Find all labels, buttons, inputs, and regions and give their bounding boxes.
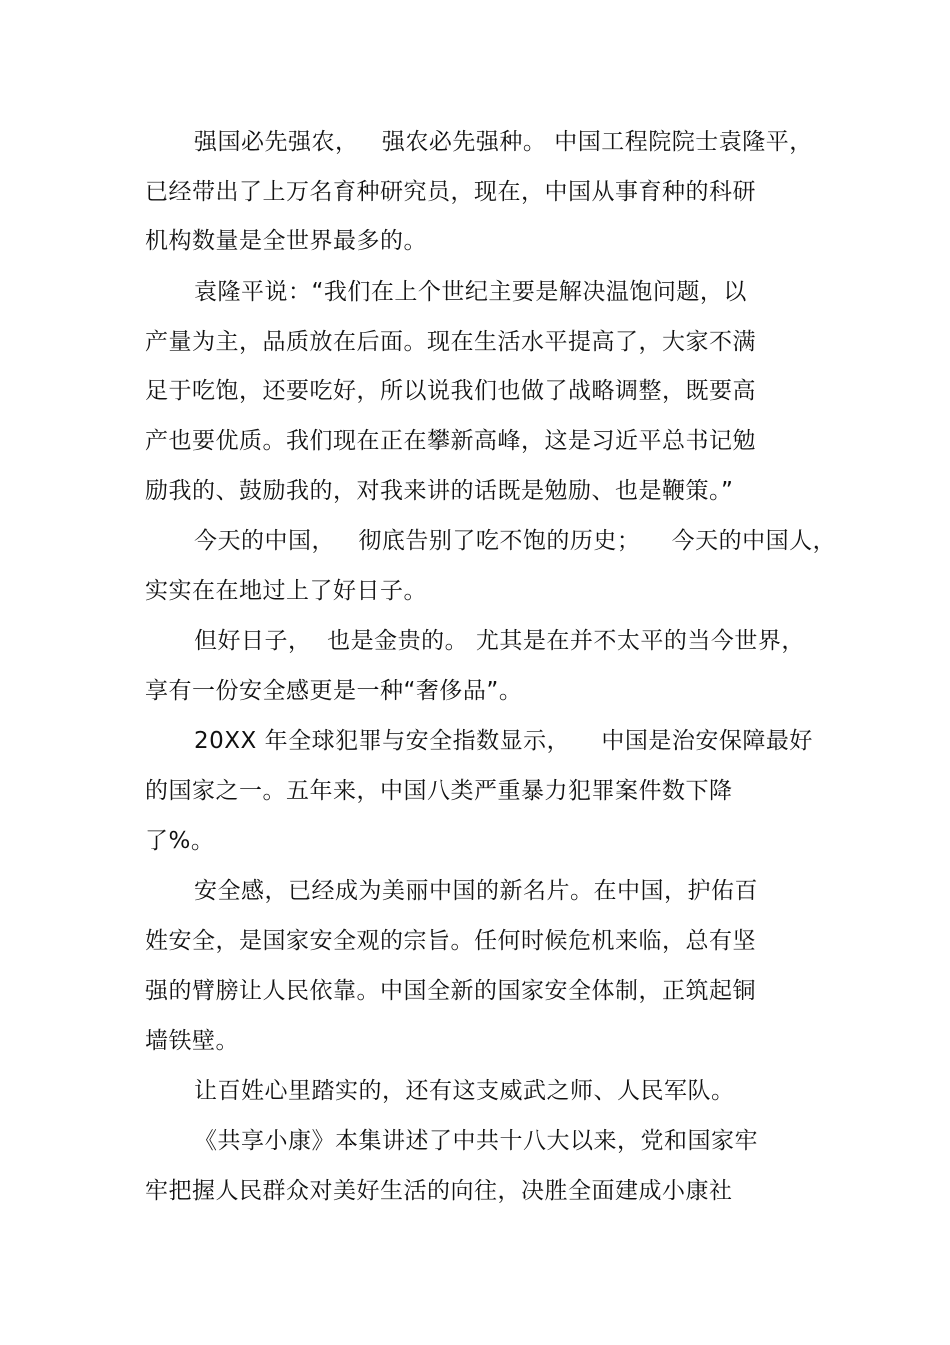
- text-line: 励我的、鼓励我的，对我来讲的话既是勉励、也是鞭策。”: [145, 478, 734, 504]
- text-line: 了%。: [145, 828, 215, 854]
- text-line: 但好日子， 也是金贵的。 尤其是在并不太平的当今世界，: [194, 628, 805, 654]
- text-line: 牢把握人民群众对美好生活的向往，决胜全面建成小康社: [145, 1178, 733, 1204]
- text-line: 墙铁壁。: [145, 1028, 239, 1054]
- text-line: 《共享小康》本集讲述了中共十八大以来，党和国家牢: [194, 1128, 758, 1154]
- text-line: 产也要优质。我们现在正在攀新高峰，这是习近平总书记勉: [145, 428, 756, 454]
- text-line: 足于吃饱，还要吃好，所以说我们也做了战略调整，既要高: [145, 378, 756, 404]
- text-line: 已经带出了上万名育种研究员，现在，中国从事育种的科研: [145, 179, 756, 205]
- text-line: 享有一份安全感更是一种“奢侈品”。: [145, 678, 523, 704]
- text-line: 安全感，已经成为美丽中国的新名片。在中国，护佑百: [194, 878, 758, 904]
- text-line: 让百姓心里踏实的，还有这支威武之师、人民军队。: [194, 1078, 735, 1104]
- text-line: 20XX 年全球犯罪与安全指数显示， 中国是治安保障最好: [194, 728, 813, 754]
- text-line: 强国必先强农， 强农必先强种。 中国工程院院士袁隆平，: [194, 129, 813, 155]
- text-line: 实实在在地过上了好日子。: [145, 578, 427, 604]
- text-line: 姓安全，是国家安全观的宗旨。任何时候危机来临，总有坚: [145, 928, 756, 954]
- text-line: 机构数量是全世界最多的。: [145, 228, 427, 254]
- text-line: 的国家之一。五年来，中国八类严重暴力犯罪案件数下降: [145, 778, 733, 804]
- text-line: 袁隆平说：“我们在上个世纪主要是解决温饱问题，以: [194, 279, 747, 305]
- text-line: 强的臂膀让人民依靠。中国全新的国家安全体制，正筑起铜: [145, 978, 756, 1004]
- text-line: 产量为主，品质放在后面。现在生活水平提高了，大家不满: [145, 329, 756, 355]
- text-line: 今天的中国， 彻底告别了吃不饱的历史； 今天的中国人，: [194, 528, 837, 554]
